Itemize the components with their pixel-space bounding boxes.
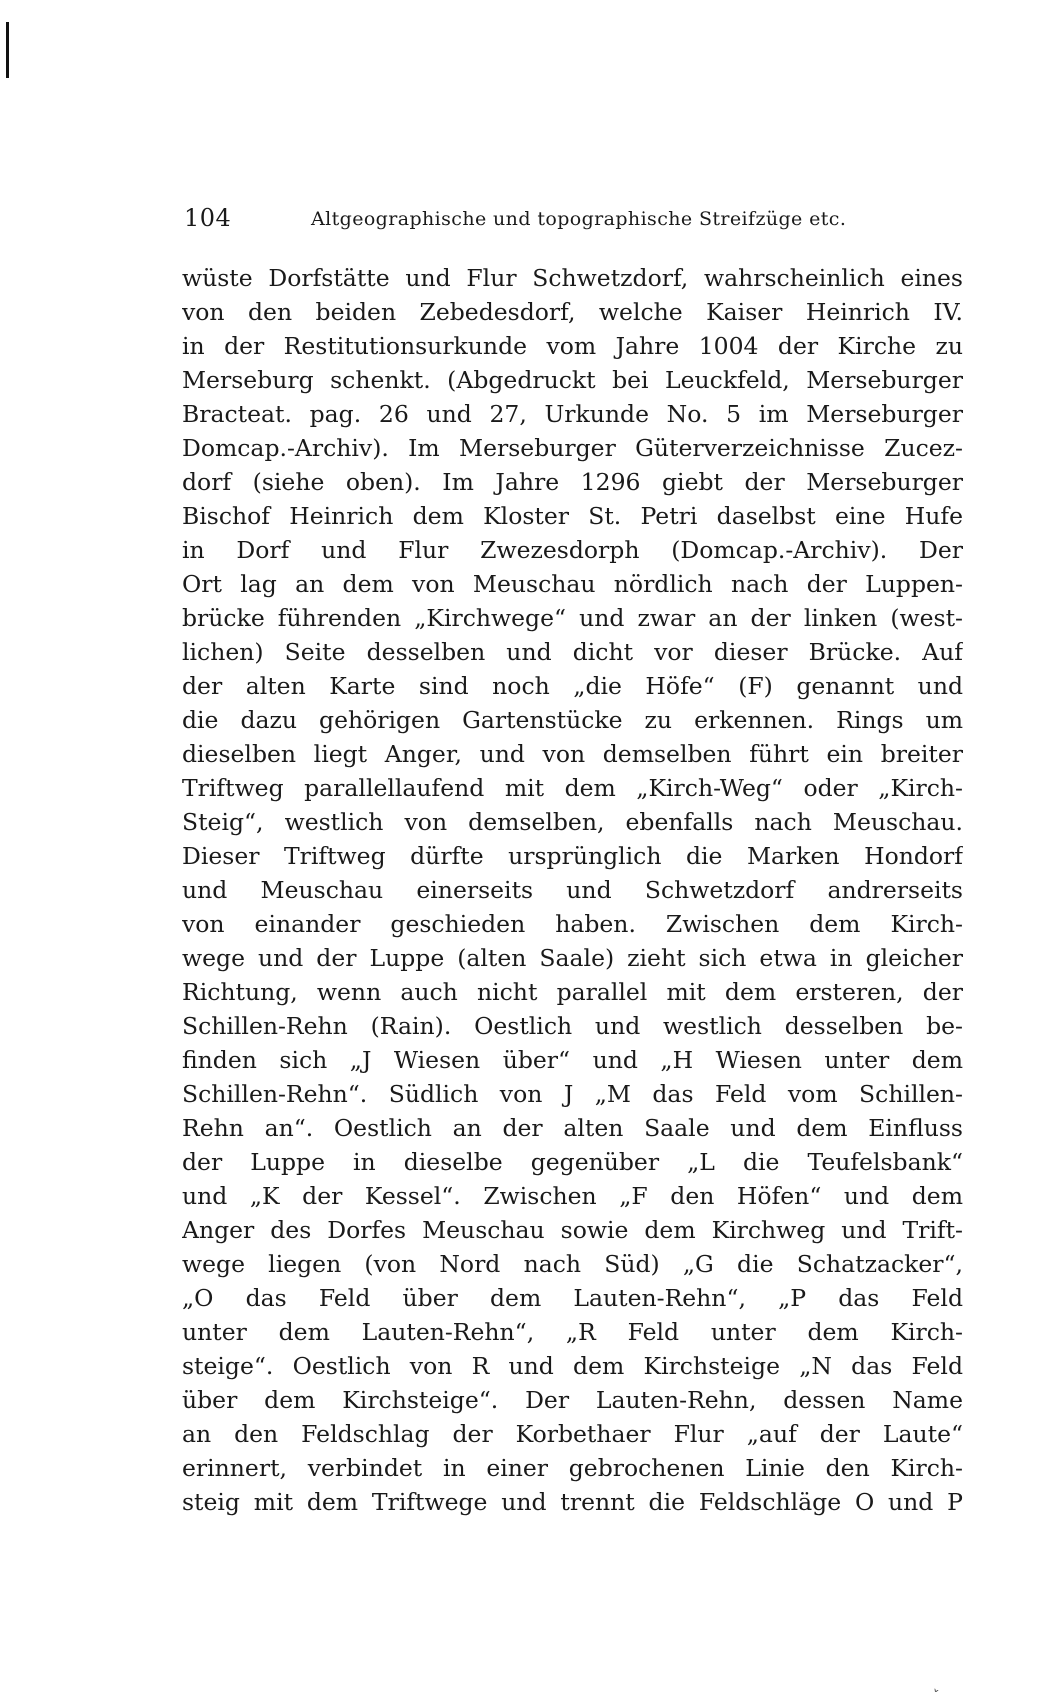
text-line: Steig“, westlich von demselben, ebenfalls nach Meuschau. — [182, 808, 963, 836]
text-line: in der Restitutionsurkunde vom Jahre 1004 der Kirche zu — [182, 332, 963, 360]
text-line: finden sich „J Wiesen über“ und „H Wiesen unter dem — [182, 1046, 963, 1074]
text-line: unter dem Lauten-Rehn“, „R Feld unter dem Kirch- — [182, 1318, 963, 1346]
scan-corner-mark: ˇ — [926, 1687, 941, 1705]
text-line: der alten Karte sind noch „die Höfe“ (F) genannt und — [182, 672, 963, 700]
text-line: steige“. Oestlich von R und dem Kirchsteige „N das Feld — [182, 1352, 963, 1380]
text-line: Richtung, wenn auch nicht parallel mit dem ersteren, der — [182, 978, 963, 1006]
text-line: Schillen-Rehn (Rain). Oestlich und westlich desselben be- — [182, 1012, 963, 1040]
text-line: und „K der Kessel“. Zwischen „F den Höfen“ und dem — [182, 1182, 963, 1210]
text-line: lichen) Seite desselben und dicht vor dieser Brücke. Auf — [182, 638, 963, 666]
text-line: Merseburg schenkt. (Abgedruckt bei Leuckfeld, Merseburger — [182, 366, 963, 394]
text-line: wüste Dorfstätte und Flur Schwetzdorf, wahrscheinlich eines — [182, 264, 963, 292]
text-line: Rehn an“. Oestlich an der alten Saale und dem Einfluss — [182, 1114, 963, 1142]
text-line: Triftweg parallellaufend mit dem „Kirch-Weg“ oder „Kirch- — [182, 774, 963, 802]
text-line: über dem Kirchsteige“. Der Lauten-Rehn, dessen Name — [182, 1386, 963, 1414]
text-line: dieselben liegt Anger, und von demselben führt ein breiter — [182, 740, 963, 768]
text-line: und Meuschau einerseits und Schwetzdorf andrerseits — [182, 876, 963, 904]
text-line: Bischof Heinrich dem Kloster St. Petri daselbst eine Hufe — [182, 502, 963, 530]
text-line: dorf (siehe oben). Im Jahre 1296 giebt der Merseburger — [182, 468, 963, 496]
text-line: Bracteat. pag. 26 und 27, Urkunde No. 5 im Merseburger — [182, 400, 963, 428]
scan-margin-mark — [6, 22, 9, 78]
text-line: steig mit dem Triftwege und trennt die Feldschläge O und P — [182, 1488, 963, 1516]
text-line: in Dorf und Flur Zwezesdorph (Domcap.-Archiv). Der — [182, 536, 963, 564]
text-line: brücke führenden „Kirchwege“ und zwar an der linken (west- — [182, 604, 963, 632]
text-line: wege und der Luppe (alten Saale) zieht sich etwa in gleicher — [182, 944, 963, 972]
page-number: 104 — [184, 204, 232, 232]
text-line: von den beiden Zebedesdorf, welche Kaiser Heinrich IV. — [182, 298, 963, 326]
text-line: erinnert, verbindet in einer gebrochenen Linie den Kirch- — [182, 1454, 963, 1482]
body-text — [182, 261, 963, 1519]
text-line: von einander geschieden haben. Zwischen dem Kirch- — [182, 910, 963, 938]
text-line: Dieser Triftweg dürfte ursprünglich die Marken Hondorf — [182, 842, 963, 870]
text-line: Domcap.-Archiv). Im Merseburger Güterverzeichnisse Zucez- — [182, 434, 963, 462]
text-line: Ort lag an dem von Meuschau nördlich nach der Luppen- — [182, 570, 963, 598]
text-line: wege liegen (von Nord nach Süd) „G die Schatzacker“, — [182, 1250, 963, 1278]
text-line: Schillen-Rehn“. Südlich von J „M das Feld vom Schillen- — [182, 1080, 963, 1108]
running-title: Altgeographische und topographische Streifzüge etc. — [311, 208, 847, 230]
text-line: Anger des Dorfes Meuschau sowie dem Kirchweg und Trift- — [182, 1216, 963, 1244]
text-line: „O das Feld über dem Lauten-Rehn“, „P das Feld — [182, 1284, 963, 1312]
text-line: an den Feldschlag der Korbethaer Flur „auf der Laute“ — [182, 1420, 963, 1448]
page-header — [184, 204, 954, 234]
text-line: die dazu gehörigen Gartenstücke zu erkennen. Rings um — [182, 706, 963, 734]
text-line: der Luppe in dieselbe gegenüber „L die Teufelsbank“ — [182, 1148, 963, 1176]
